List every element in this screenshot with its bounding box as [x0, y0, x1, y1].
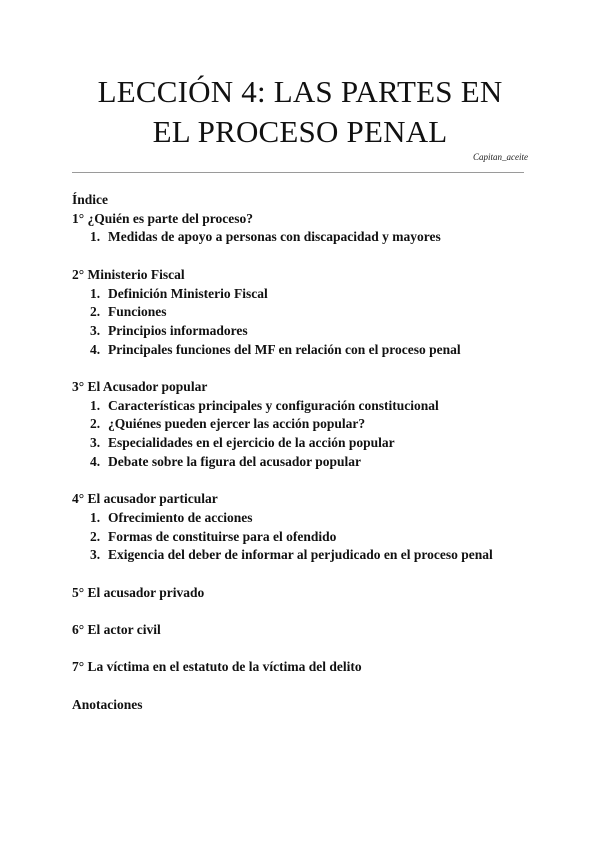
toc-item-label: Ofrecimiento de acciones	[108, 509, 253, 525]
toc-section-title: 6° El actor civil	[72, 622, 161, 638]
toc-subsection-item	[72, 528, 542, 547]
toc-subsection-item	[72, 509, 542, 528]
toc-section-title: 5° El acusador privado	[72, 584, 205, 600]
toc-sections	[72, 210, 542, 715]
toc-subsection-item	[72, 434, 542, 453]
toc-item-number: 2.	[90, 304, 101, 320]
toc-section-title: 2° Ministerio Fiscal	[72, 266, 185, 282]
toc-item-number: 1.	[90, 285, 101, 301]
toc-item-number: 1.	[90, 229, 101, 245]
toc-item-label: Características principales y configuración constitucional	[108, 397, 439, 413]
toc-item-label: Funciones	[108, 304, 167, 320]
toc-section-title: 3° El Acusador popular	[72, 379, 208, 394]
toc-subsection-item	[72, 303, 542, 322]
toc-item-number: 2.	[90, 416, 101, 432]
toc-section-title: 1° ¿Quién es parte del proceso?	[72, 210, 254, 226]
toc-item-number: 2.	[90, 528, 101, 544]
title-divider	[72, 172, 524, 173]
toc-subsection-list	[72, 509, 542, 565]
toc-item-number: 3.	[90, 322, 101, 338]
toc-item-label: Formas de constituirse para el ofendido	[108, 528, 337, 544]
toc-item-label: Definición Ministerio Fiscal	[108, 285, 268, 301]
document-title	[0, 72, 600, 152]
toc-subsection-item	[72, 397, 542, 416]
toc-item-number: 1.	[90, 509, 101, 525]
toc-item-label: Principios informadores	[108, 322, 248, 338]
toc-section	[72, 490, 542, 565]
toc-subsection-item	[72, 546, 542, 565]
toc-section-title: Anotaciones	[72, 696, 143, 712]
toc-section	[72, 266, 542, 360]
toc-item-label: Principales funciones del MF en relación con el proceso penal	[108, 341, 461, 357]
toc-section	[72, 696, 542, 715]
toc-subsection-item	[72, 341, 542, 360]
toc-subsection-item	[72, 453, 542, 472]
toc-item-number: 1.	[90, 397, 101, 413]
toc-item-number: 3.	[90, 435, 101, 451]
toc-section	[72, 210, 542, 247]
toc-subsection-item	[72, 322, 542, 341]
toc-section-title: 7° La víctima en el estatuto de la víctima del delito	[72, 659, 362, 675]
toc-section	[72, 584, 542, 603]
toc-item-number: 4.	[90, 341, 101, 357]
toc-subsection-item	[72, 285, 542, 304]
title-line-2: EL PROCESO PENAL	[152, 114, 448, 149]
toc-subsection-item	[72, 228, 542, 247]
toc-section	[72, 378, 542, 472]
toc-section	[72, 621, 542, 640]
toc-item-number: 4.	[90, 453, 101, 469]
toc-item-number: 3.	[90, 547, 101, 563]
title-line-1: LECCIÓN 4: LAS PARTES EN	[97, 74, 503, 109]
toc-item-label: Medidas de apoyo a personas con discapacidad y mayores	[108, 229, 441, 245]
toc-subsection-item	[72, 415, 542, 434]
toc-item-label: Especialidades en el ejercicio de la acción popular	[108, 435, 395, 451]
toc-item-label: Exigencia del deber de informar al perjudicado en el proceso penal	[108, 547, 493, 563]
toc-subsection-list	[72, 397, 542, 472]
toc-item-label: ¿Quiénes pueden ejercer las acción popular?	[108, 416, 366, 432]
index-heading: Índice	[72, 192, 109, 207]
toc-subsection-list	[72, 228, 542, 247]
toc-item-label: Debate sobre la figura del acusador popular	[108, 453, 362, 469]
table-of-contents	[72, 191, 542, 733]
toc-section	[72, 658, 542, 677]
author-name: Capitan_aceite	[473, 152, 528, 162]
toc-section-title: 4° El acusador particular	[72, 491, 218, 507]
toc-subsection-list	[72, 285, 542, 360]
